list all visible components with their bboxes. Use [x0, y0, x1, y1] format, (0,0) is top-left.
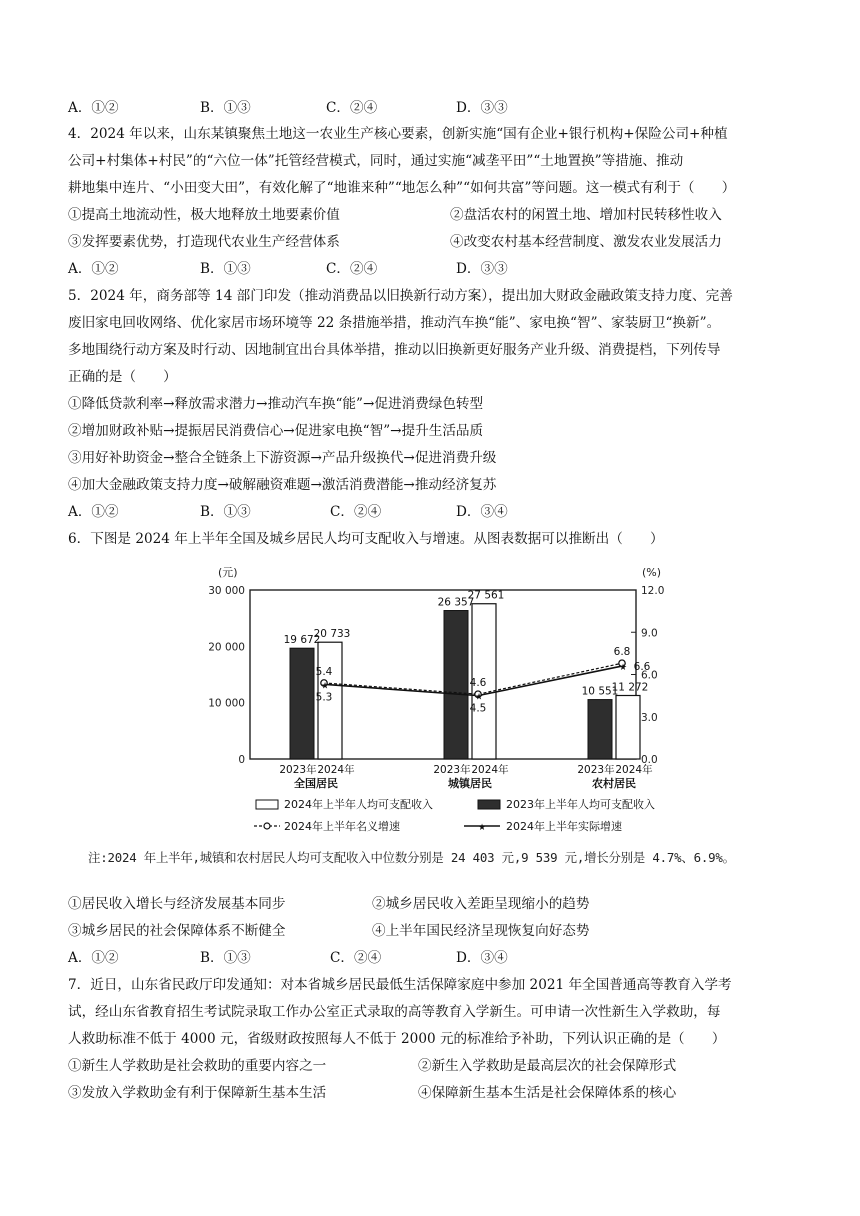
- bar-2023: [588, 700, 612, 759]
- q4-item-1: ①提高土地流动性，极大地释放土地要素价值: [68, 207, 340, 223]
- q4-stem-line: 4．2024 年以来，山东某镇聚焦土地这一农业生产核心要素，创新实施“国有企业+银行机构+保险公司+种植: [68, 126, 728, 142]
- bar-2023-value-label: 26 357: [437, 596, 475, 609]
- q4-item-4: ④改变农村基本经营制度、激发农业发展活力: [450, 234, 722, 250]
- q5-stem-line: 正确的是（ ）: [68, 369, 177, 385]
- bar-2023-value-label: 19 672: [283, 634, 321, 647]
- q5-item-4: ④加大金融政策支持力度→破解融资难题→激活消费潜能→推动经济复苏: [68, 477, 497, 493]
- nominal-growth-label: 4.6: [469, 677, 487, 690]
- q6-item-3: ③城乡居民的社会保障体系不断健全: [68, 923, 286, 939]
- q7-item-4: ④保障新生基本生活是社会保障体系的核心: [418, 1085, 677, 1101]
- q7-stem-line: 7．近日，山东省民政厅印发通知：对本省城乡居民最低生活保障家庭中参加 2021 年全国普通高等教育入学考: [68, 977, 732, 993]
- q7-item-1: ①新生人学救助是社会救助的重要内容之一: [68, 1058, 327, 1074]
- q6-item-2: ②城乡居民收入差距呈现缩小的趋势: [372, 896, 590, 912]
- q5-item-1: ①降低贷款利率→释放需求潜力→推动汽车换“能”→促进消费绿色转型: [68, 396, 484, 412]
- option-a[interactable]: A．①②: [68, 261, 119, 277]
- q7-item-2: ②新生入学救助是最高层次的社会保障形式: [418, 1058, 677, 1074]
- legend-label-2023: 2023年上半年人均可支配收入: [506, 798, 655, 811]
- bar-2024-value-label: 20 733: [313, 628, 351, 641]
- y-left-unit: (元): [218, 566, 238, 579]
- category-label: 全国居民: [294, 777, 338, 790]
- y-right-tick-label: 12.0: [641, 585, 665, 597]
- bar-2024: [616, 696, 640, 759]
- real-growth-label: 6.6: [633, 661, 651, 674]
- q4-item-2: ②盘活农村的闲置土地、增加村民转移性收入: [450, 207, 722, 223]
- q5-item-3: ③用好补助资金→整合全链条上下游资源→产品升级换代→促进消费升级: [68, 450, 497, 466]
- legend-label-2024: 2024年上半年人均可支配收入: [284, 798, 433, 811]
- y-left-tick-label: 10 000: [208, 697, 245, 710]
- legend-label-real: 2024年上半年实际增速: [506, 820, 622, 833]
- q7-item-3: ③发放入学救助金有利于保障新生基本生活: [68, 1085, 327, 1101]
- real-growth-label: 4.5: [469, 702, 487, 715]
- q4-stem-line: 公司+村集体+村民”的“六位一体”托管经营模式，同时，通过实施“减垄平田”“土地置换”等措施、推动: [68, 153, 684, 169]
- option-d[interactable]: D．③③: [456, 100, 508, 116]
- bar-2023-value-label: 10 551: [581, 685, 619, 698]
- y-right-tick-label: 0.0: [641, 754, 658, 766]
- legend-label-nominal: 2024年上半年名义增速: [284, 820, 400, 833]
- bar-2024-value-label: 27 561: [467, 589, 505, 602]
- option-b[interactable]: B．①③: [200, 504, 251, 520]
- legend-swatch-2024: [256, 800, 278, 809]
- q5-stem-line: 废旧家电回收网络、优化家居市场环境等 22 条措施举措，推动汽车换“能”、家电换“智”、家装厨卫“换新”。: [68, 315, 721, 331]
- bar-2023: [290, 648, 314, 759]
- legend-marker-nominal: [264, 823, 270, 829]
- option-d[interactable]: D．③④: [456, 950, 508, 966]
- y-right-unit: (%): [642, 566, 662, 579]
- option-a[interactable]: A．①②: [68, 950, 119, 966]
- legend-swatch-2023: [478, 800, 500, 809]
- bar-2023: [444, 611, 468, 759]
- year-label: 2024年: [471, 764, 509, 776]
- option-c[interactable]: C．②④: [330, 950, 382, 966]
- option-a[interactable]: A．①②: [68, 504, 119, 520]
- y-left-tick-label: 20 000: [208, 641, 245, 654]
- q5-stem-line: 5．2024 年，商务部等 14 部门印发（推动消费品以旧换新行动方案），提出加大财政金融政策支持力度、完善: [68, 288, 733, 304]
- income-chart: [68, 562, 798, 847]
- q6-item-1: ①居民收入增长与经济发展基本同步: [68, 896, 286, 912]
- y-right-tick-label: 6.0: [641, 669, 658, 682]
- chart-note: 注:2024 年上半年,城镇和农村居民人均可支配收入中位数分别是 24 403 元,9 539 元,增长分别是 4.7%、6.9%。: [88, 850, 735, 865]
- q5-item-2: ②增加财政补贴→提振居民消费信心→促进家电换“智”→提升生活品质: [68, 423, 484, 439]
- year-label: 2023年: [433, 764, 471, 776]
- q7-stem-line: 试，经山东省教育招生考试院录取工作办公室正式录取的高等教育入学新生。可申请一次性新生入学救助，每: [68, 1004, 721, 1020]
- y-right-tick-label: 3.0: [641, 711, 658, 724]
- option-d[interactable]: D．③③: [456, 261, 508, 277]
- q4-stem-line: 耕地集中连片、“小田变大田”，有效化解了“地谁来种”“地怎么种”“如何共富”等问题。这一模式有利于（ ）: [68, 180, 736, 196]
- q5-stem-line: 多地围绕行动方案及时行动、因地制宜出台具体举措，推动以旧换新更好服务产业升级、消费提档，下列传导: [68, 342, 721, 358]
- year-label: 2023年: [279, 764, 317, 776]
- bar-2024-value-label: 11 272: [611, 681, 649, 694]
- real-growth-label: 5.3: [315, 691, 333, 704]
- option-c[interactable]: C．②④: [326, 261, 378, 277]
- y-left-tick-label: 30 000: [208, 585, 245, 597]
- option-c[interactable]: C．②④: [326, 100, 378, 116]
- category-label: 城镇居民: [448, 777, 492, 790]
- q7-stem-line: 人救助标准不低于 4000 元，省级财政按照每人不低于 2000 元的标准给予补助，下列认识正确的是（ ）: [68, 1031, 726, 1047]
- q6-stem: 6．下图是 2024 年上半年全国及城乡居民人均可支配收入与增速。从图表数据可以推断出（ ）: [68, 531, 664, 547]
- y-right-tick-label: 9.0: [641, 627, 658, 640]
- year-label: 2024年: [615, 764, 653, 776]
- year-label: 2023年: [577, 764, 615, 776]
- option-b[interactable]: B．①③: [200, 100, 251, 116]
- real-growth-point: ★: [474, 692, 484, 703]
- option-a[interactable]: A．①②: [68, 100, 119, 116]
- option-c[interactable]: C．②④: [330, 504, 382, 520]
- legend-marker-real: ★: [477, 823, 487, 833]
- nominal-growth-label: 6.8: [613, 646, 631, 659]
- real-growth-point: ★: [320, 681, 330, 692]
- nominal-growth-label: 5.4: [315, 665, 333, 678]
- income-chart-svg: [68, 562, 798, 847]
- option-d[interactable]: D．③④: [456, 504, 508, 520]
- year-label: 2024年: [317, 764, 355, 776]
- category-label: 农村居民: [592, 777, 636, 790]
- real-growth-point: ★: [618, 663, 628, 674]
- q6-item-4: ④上半年国民经济呈现恢复向好态势: [372, 923, 590, 939]
- option-b[interactable]: B．①③: [200, 261, 251, 277]
- q4-item-3: ③发挥要素优势，打造现代农业生产经营体系: [68, 234, 340, 250]
- option-b[interactable]: B．①③: [200, 950, 251, 966]
- y-left-tick-label: 0: [238, 754, 245, 766]
